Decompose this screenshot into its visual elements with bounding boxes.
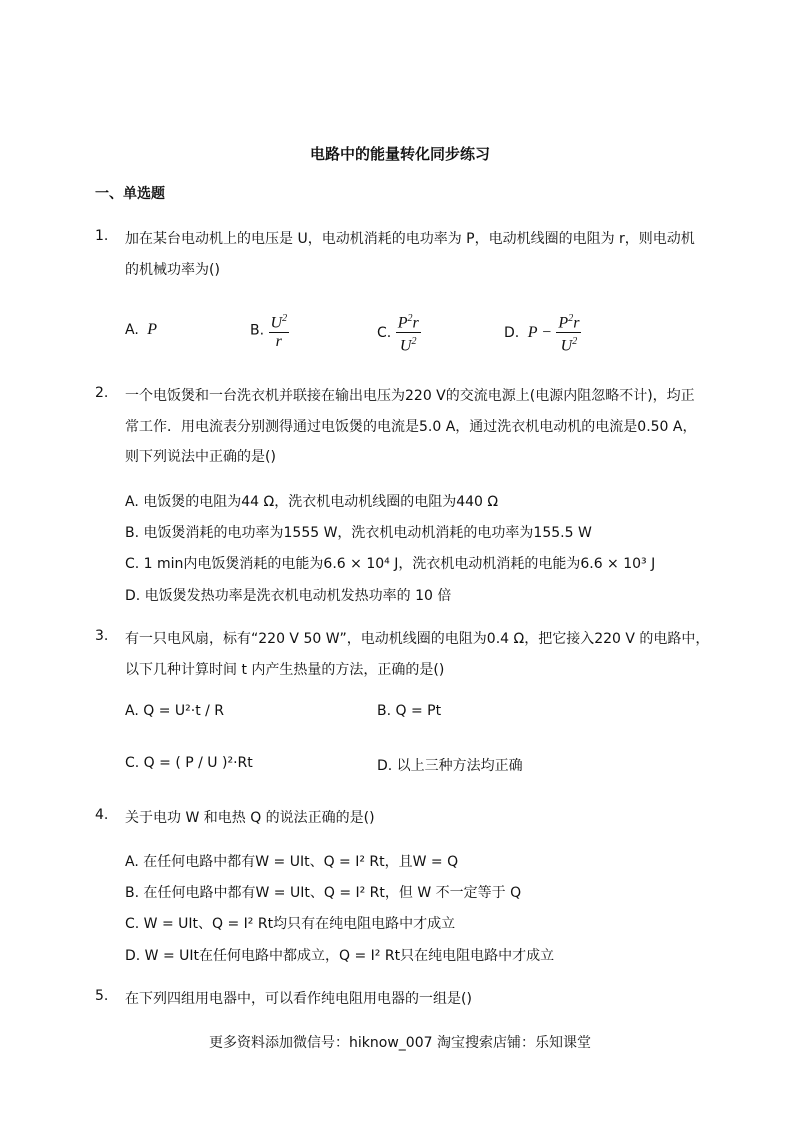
- question-2-line-3: 则下列说法中正确的是(): [125, 449, 276, 465]
- question-3-option-b: B. Q = Pt: [377, 703, 442, 719]
- question-2-option-a: A. 电饭煲的电阻为44 Ω，洗衣机电动机线圈的电阻为440 Ω: [125, 494, 499, 510]
- question-3-line-1: 有一只电风扇，标有“220 V 50 W”，电动机线圈的电阻为0.4 Ω，把它接入220 V 的电路中，: [125, 631, 710, 647]
- page-footer: 更多资料添加微信号：hiknow_007 淘宝搜索店铺：乐知课堂: [209, 1035, 591, 1051]
- question-2-number: 2.: [95, 385, 109, 401]
- question-3-number: 3.: [95, 628, 109, 644]
- question-2-option-d: D. 电饭煲发热功率是洗衣机电动机发热功率的 10 倍: [125, 588, 452, 604]
- question-2-option-c: C. 1 min内电饭煲消耗的电能为6.6 × 10⁴ J，洗衣机电动机消耗的电能为6.6 × 10³ J: [125, 556, 656, 572]
- question-4-number: 4.: [95, 807, 109, 823]
- option-c-label: C.: [377, 324, 392, 341]
- question-2-line-2: 常工作．用电流表分别测得通过电饭煲的电流是5.0 A，通过洗衣机电动机的电流是0.50 A，: [125, 419, 697, 435]
- question-4-option-d: D. W = UIt在任何电路中都成立，Q = I² Rt只在纯电阻电路中才成立: [125, 948, 555, 964]
- option-a-formula: P: [143, 321, 158, 338]
- question-3-option-a: A. Q = U²·t / R: [125, 703, 225, 719]
- option-a-label: A.: [125, 322, 139, 338]
- question-1-option-a: [125, 321, 157, 339]
- question-3-line-2: 以下几种计算时间 t 内产生热量的方法，正确的是(): [125, 662, 445, 678]
- question-1-option-c: [377, 310, 421, 356]
- question-3-option-c: C. Q = ( P / U )²·Rt: [125, 755, 253, 771]
- question-4-option-a: A. 在任何电路中都有W = UIt、Q = I² Rt，且W = Q: [125, 854, 459, 870]
- question-1-line-1: 加在某台电动机上的电压是 U，电动机消耗的电功率为 P，电动机线圈的电阻为 r，则电动机: [125, 231, 695, 247]
- option-c-fraction: $\frac{P^2r}{U^2}$: [396, 310, 421, 356]
- option-b-label: B.: [250, 322, 265, 339]
- question-1-option-d: [504, 310, 581, 356]
- question-2-option-b: B. 电饭煲消耗的电功率为1555 W，洗衣机电动机消耗的电功率为155.5 W: [125, 525, 592, 541]
- question-4-line-1: 关于电功 W 和电热 Q 的说法正确的是(): [125, 810, 375, 826]
- question-3-option-d: D. 以上三种方法均正确: [377, 758, 523, 774]
- section-heading: 一、单选题: [95, 186, 165, 202]
- question-1-line-2: 的机械功率为(): [125, 262, 220, 278]
- question-4-option-b: B. 在任何电路中都有W = UIt、Q = I² Rt，但 W 不一定等于 Q: [125, 885, 522, 901]
- question-2-line-1: 一个电饭煲和一台洗衣机并联接在输出电压为220 V的交流电源上(电源内阻忽略不计)，均正: [125, 388, 695, 404]
- page-title: 电路中的能量转化同步练习: [309, 145, 490, 163]
- option-b-fraction: $\frac{U^2}{r}$: [269, 310, 290, 351]
- question-5-number: 5.: [95, 988, 109, 1004]
- question-5-line-1: 在下列四组用电器中，可以看作纯电阻用电器的一组是(): [125, 991, 472, 1007]
- question-1-number: 1.: [95, 228, 109, 244]
- option-d-formula: P −: [523, 323, 552, 341]
- option-d-label: D.: [504, 324, 520, 341]
- option-d-fraction: $\frac{P^2r}{U^2}$: [556, 310, 581, 356]
- question-1-option-b: [250, 310, 289, 351]
- question-4-option-c: C. W = UIt、Q = I² Rt均只有在纯电阻电路中才成立: [125, 916, 456, 932]
